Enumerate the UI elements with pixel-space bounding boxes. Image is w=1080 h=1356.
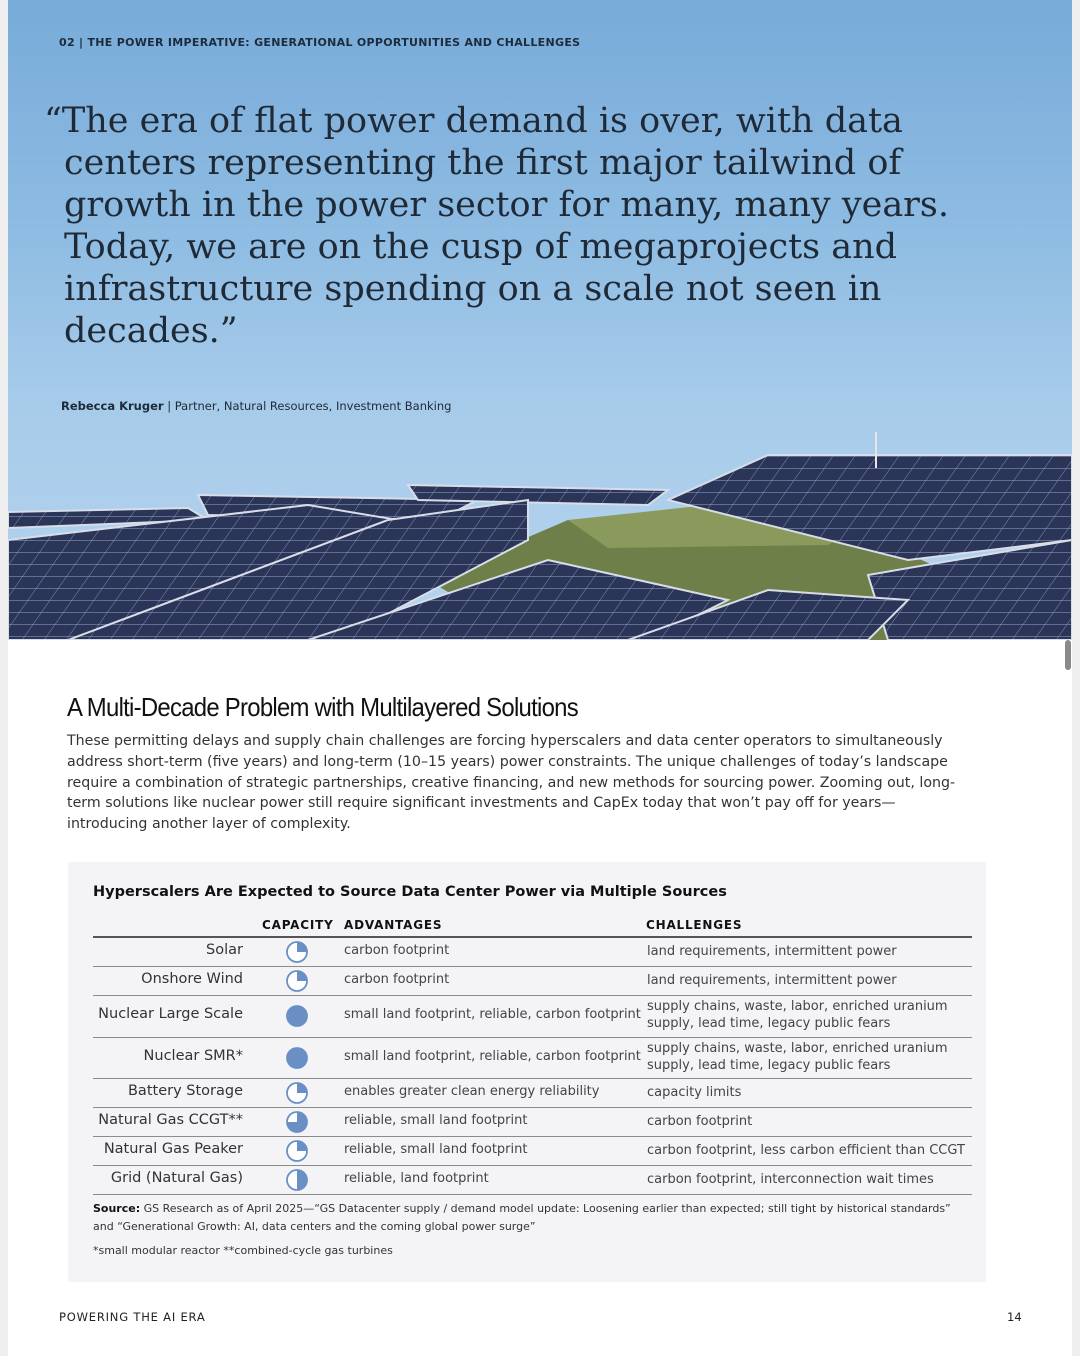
row-source: Onshore Wind <box>141 970 243 987</box>
header-challenges: CHALLENGES <box>646 918 743 932</box>
capacity-harvey-ball-icon <box>285 1004 309 1028</box>
table-title: Hyperscalers Are Expected to Source Data Center Power via Multiple Sources <box>93 884 727 900</box>
capacity-harvey-ball-icon <box>285 1168 309 1192</box>
header-capacity: CAPACITY <box>262 918 334 932</box>
row-challenges: capacity limits <box>647 1084 742 1100</box>
page-number: 14 <box>1007 1310 1022 1324</box>
row-divider <box>93 1194 972 1195</box>
table-row <box>93 1037 972 1078</box>
row-challenges: carbon footprint, interconnection wait times <box>647 1171 934 1187</box>
row-advantages: reliable, small land footprint <box>344 1112 528 1128</box>
power-sources-table <box>68 862 986 1282</box>
capacity-harvey-ball-icon <box>285 1081 309 1105</box>
section-title: A Multi-Decade Problem with Multilayered Solutions <box>67 692 578 722</box>
row-advantages: small land footprint, reliable, carbon footprint <box>344 1007 641 1022</box>
row-challenges: land requirements, intermittent power <box>647 972 897 988</box>
table-row <box>93 937 972 966</box>
row-advantages: reliable, small land footprint <box>344 1141 528 1157</box>
attribution-name: Rebecca Kruger <box>61 399 164 413</box>
capacity-harvey-ball-icon <box>285 1110 309 1134</box>
footer-publication: POWERING THE AI ERA <box>59 1310 206 1324</box>
row-challenges: carbon footprint, less carbon efficient than CCGT <box>647 1142 965 1158</box>
quote-attribution <box>61 399 451 413</box>
table-row <box>93 1078 972 1107</box>
footnote: *small modular reactor **combined-cycle gas turbines <box>93 1244 393 1257</box>
row-advantages: carbon footprint <box>344 971 450 987</box>
row-advantages: enables greater clean energy reliability <box>344 1083 600 1099</box>
row-source: Nuclear Large Scale <box>98 1006 243 1022</box>
row-source: Battery Storage <box>127 1082 243 1099</box>
row-source: Grid (Natural Gas) <box>110 1169 243 1186</box>
running-head: 02 | THE POWER IMPERATIVE: GENERATIONAL OPPORTUNITIES AND CHALLENGES <box>59 36 581 49</box>
row-source: Solar <box>206 941 243 958</box>
attribution-role: Partner, Natural Resources, Investment Banking <box>174 399 452 413</box>
section-body: These permitting delays and supply chain challenges are forcing hyperscalers and data center operators to simultaneously address short-term (five years) and long-term (10–15 years) power constraints. The unique challenges of today’s landscape require a combination of strategic partnerships, creative financing, and new methods for sourcing power. Zooming out, long-term solutions like nuclear power still require significant investments and CapEx today that won’t pay off for years—introducing another layer of complexity. <box>67 733 956 833</box>
table-row <box>93 995 972 1037</box>
capacity-harvey-ball-icon <box>285 1139 309 1163</box>
attribution-separator: | <box>167 399 172 413</box>
source-label: Source: <box>93 1202 141 1215</box>
table-row <box>93 966 972 995</box>
row-source: Natural Gas CCGT** <box>98 1111 243 1128</box>
capacity-harvey-ball-icon <box>285 940 309 964</box>
row-challenges: supply chains, waste, labor, enriched uranium supply, lead time, legacy public fears <box>647 1041 948 1073</box>
row-challenges: carbon footprint <box>647 1113 753 1129</box>
header-advantages: ADVANTAGES <box>344 918 443 932</box>
report-page <box>8 0 1072 1356</box>
hero-image <box>8 0 1072 640</box>
row-advantages: carbon footprint <box>344 942 450 958</box>
row-challenges: land requirements, intermittent power <box>647 943 897 959</box>
row-source: Nuclear SMR* <box>143 1047 243 1064</box>
capacity-harvey-ball-icon <box>285 969 309 993</box>
pull-quote: “The era of flat power demand is over, with data centers representing the first major tailwind of growth in the power sector for many, many years. Today, we are on the cusp of megaprojects and infrastructure spending on a scale not seen in decades.” <box>44 101 949 351</box>
scrollbar-thumb[interactable] <box>1064 640 1072 670</box>
table-row <box>93 1165 972 1194</box>
row-advantages: reliable, land footprint <box>344 1170 489 1186</box>
row-challenges: supply chains, waste, labor, enriched uranium supply, lead time, legacy public fears <box>647 999 948 1031</box>
table-row <box>93 1107 972 1136</box>
capacity-harvey-ball-icon <box>285 1046 309 1070</box>
source-text: GS Research as of April 2025—“GS Datacenter supply / demand model update: Loosening earlier than expected; still tight by historical standards” and “Generational Growth: AI, data centers and the coming global power surge” <box>93 1202 951 1233</box>
source-note <box>93 1200 953 1236</box>
table-row <box>93 1136 972 1165</box>
row-source: Natural Gas Peaker <box>103 1140 243 1157</box>
row-advantages: small land footprint, reliable, carbon footprint <box>344 1048 641 1064</box>
